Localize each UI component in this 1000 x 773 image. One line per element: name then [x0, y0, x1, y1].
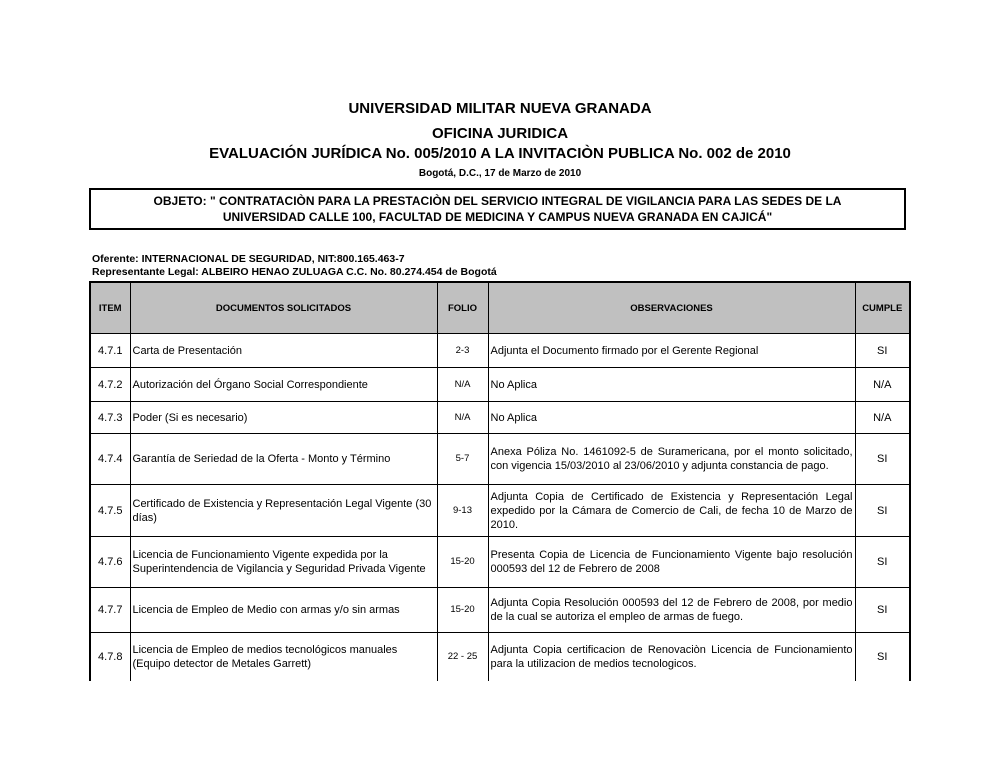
item-cell: 4.7.2 [90, 368, 130, 402]
folio-cell: 2-3 [437, 334, 488, 368]
office-title: OFICINA JURIDICA [431, 125, 569, 142]
doc-cell: Carta de Presentación [130, 334, 437, 368]
folio-cell: N/A [437, 402, 488, 434]
cumple-cell: SI [855, 537, 910, 588]
institution-title: UNIVERSIDAD MILITAR NUEVA GRANADA [348, 100, 652, 117]
item-cell: 4.7.5 [90, 485, 130, 537]
table-row [90, 588, 910, 633]
table-row [90, 537, 910, 588]
item-cell: 4.7.4 [90, 434, 130, 485]
obs-cell: No Aplica [488, 402, 855, 434]
header-observaciones: OBSERVACIONES [488, 282, 855, 334]
item-cell: 4.7.3 [90, 402, 130, 434]
cumple-cell: SI [855, 334, 910, 368]
obs-cell: Anexa Póliza No. 1461092-5 de Suramericana, por el monto solicitado, con vigencia 15/03/2010 al 23/06/2010 y adjunta constancia de pago. [488, 434, 855, 485]
doc-cell: Licencia de Empleo de medios tecnológicos manuales (Equipo detector de Metales Garrett) [130, 633, 437, 681]
folio-cell: 22 - 25 [437, 633, 488, 681]
cumple-cell: SI [855, 633, 910, 681]
table-header-row [90, 282, 910, 334]
cumple-cell: N/A [855, 368, 910, 402]
representante-line: Representante Legal: ALBEIRO HENAO ZULUAGA C.C. No. 80.274.454 de Bogotá [92, 266, 497, 278]
doc-cell: Garantía de Seriedad de la Oferta - Monto y Término [130, 434, 437, 485]
obs-cell: Adjunta Copia certificacion de Renovaciòn Licencia de Funcionamiento para la utilizacion de medios tecnologicos. [488, 633, 855, 681]
evaluation-table [89, 281, 911, 681]
folio-cell: 5-7 [437, 434, 488, 485]
cumple-cell: SI [855, 434, 910, 485]
obs-cell: No Aplica [488, 368, 855, 402]
obs-cell: Adjunta Copia de Certificado de Existencia y Representación Legal expedido por la Cámara de Comercio de Cali, de fecha 10 de Marzo de 2010. [488, 485, 855, 537]
table-row [90, 434, 910, 485]
header-documentos: DOCUMENTOS SOLICITADOS [130, 282, 437, 334]
cumple-cell: SI [855, 485, 910, 537]
doc-cell: Poder (Si es necesario) [130, 402, 437, 434]
item-cell: 4.7.6 [90, 537, 130, 588]
cumple-cell: N/A [855, 402, 910, 434]
obs-cell: Adjunta el Documento firmado por el Gerente Regional [488, 334, 855, 368]
folio-cell: N/A [437, 368, 488, 402]
cumple-cell: SI [855, 588, 910, 633]
table-row [90, 402, 910, 434]
table-row [90, 485, 910, 537]
evaluation-title: EVALUACIÓN JURÍDICA No. 005/2010 A LA INVITACIÒN PUBLICA No. 002 de 2010 [209, 145, 791, 162]
header-cumple: CUMPLE [855, 282, 910, 334]
doc-cell: Licencia de Funcionamiento Vigente expedida por la Superintendencia de Vigilancia y Seguridad Privada Vigente [130, 537, 437, 588]
doc-cell: Certificado de Existencia y Representación Legal Vigente (30 días) [130, 485, 437, 537]
item-cell: 4.7.8 [90, 633, 130, 681]
doc-cell: Licencia de Empleo de Medio con armas y/o sin armas [130, 588, 437, 633]
item-cell: 4.7.1 [90, 334, 130, 368]
doc-cell: Autorización del Órgano Social Correspondiente [130, 368, 437, 402]
table-row [90, 633, 910, 681]
folio-cell: 9-13 [437, 485, 488, 537]
obs-cell: Adjunta Copia Resolución 000593 del 12 de Febrero de 2008, por medio de la cual se autoriza el empleo de armas de fuego. [488, 588, 855, 633]
item-cell: 4.7.7 [90, 588, 130, 633]
objeto-text: OBJETO: " CONTRATACIÒN PARA LA PRESTACIÒN DEL SERVICIO INTEGRAL DE VIGILANCIA PARA LAS SEDES DE LA UNIVERSIDAD CALLE 100, FACULTAD DE MEDICINA Y CAMPUS NUEVA GRANADA EN CAJICÁ" [153, 194, 842, 224]
table-row [90, 368, 910, 402]
oferente-line: Oferente: INTERNACIONAL DE SEGURIDAD, NIT:800.165.463-7 [92, 253, 405, 265]
folio-cell: 15-20 [437, 588, 488, 633]
place-date: Bogotá, D.C., 17 de Marzo de 2010 [418, 168, 582, 179]
table-row [90, 334, 910, 368]
obs-cell: Presenta Copia de Licencia de Funcionamiento Vigente bajo resolución 000593 del 12 de Febrero de 2008 [488, 537, 855, 588]
header-item: ITEM [90, 282, 130, 334]
objeto-box [89, 188, 906, 230]
folio-cell: 15-20 [437, 537, 488, 588]
header-folio: FOLIO [437, 282, 488, 334]
